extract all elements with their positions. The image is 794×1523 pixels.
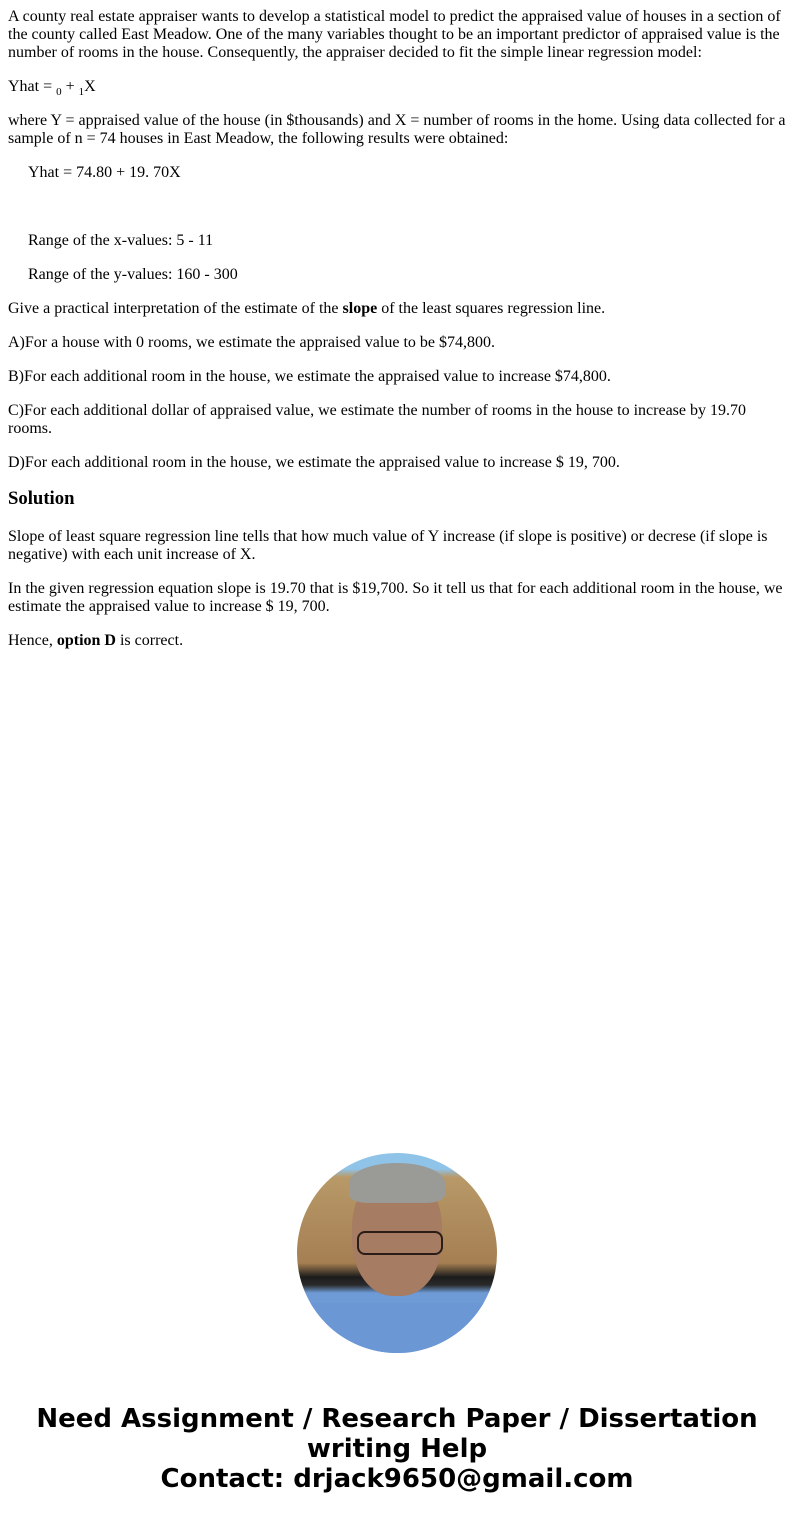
document-body bbox=[8, 8, 786, 666]
avatar-glasses bbox=[357, 1231, 443, 1255]
avatar-shirt bbox=[297, 1303, 497, 1353]
contact-banner bbox=[0, 1404, 794, 1494]
option-d: D)For each additional room in the house, we estimate the appraised value to increase $ 19, 700. bbox=[8, 454, 620, 471]
option-c: C)For each additional dollar of appraised value, we estimate the number of rooms in the house to increase by 19.70 rooms. bbox=[8, 402, 747, 437]
range-x: Range of the x-values: 5 - 11 bbox=[28, 232, 214, 249]
prompt-text: Give a practical interpretation of the estimate of the bbox=[8, 300, 343, 317]
fitted-equation: Yhat = 74.80 + 19. 70X bbox=[28, 164, 181, 181]
conclusion-text-end: is correct. bbox=[115, 632, 184, 649]
option-a: A)For a house with 0 rooms, we estimate the appraised value to be $74,800. bbox=[8, 334, 495, 351]
banner-line-2: writing Help bbox=[306, 1434, 488, 1464]
model-prefix: Yhat = bbox=[8, 78, 57, 95]
avatar-hair bbox=[349, 1163, 445, 1203]
spacer bbox=[8, 198, 786, 216]
question-prompt bbox=[8, 300, 786, 318]
solution-heading: Solution bbox=[8, 488, 75, 509]
solution-conclusion bbox=[8, 632, 786, 650]
beta1-subscript: 1 bbox=[78, 86, 85, 98]
model-suffix: X bbox=[84, 78, 96, 95]
prompt-bold: slope bbox=[342, 300, 378, 317]
model-equation bbox=[8, 78, 786, 96]
conclusion-bold: option D bbox=[56, 632, 116, 649]
banner-line-1: Need Assignment / Research Paper / Dissertation bbox=[36, 1404, 758, 1434]
banner-contact: Contact: drjack9650@gmail.com bbox=[160, 1464, 634, 1494]
author-avatar bbox=[297, 1153, 497, 1353]
solution-para-1: Slope of least square regression line tells that how much value of Y increase (if slope is positive) or decrese (if slope is negative) with each unit increase of X. bbox=[8, 528, 768, 563]
conclusion-text: Hence, bbox=[8, 632, 57, 649]
question-intro: A county real estate appraiser wants to develop a statistical model to predict the appraised value of houses in a section of the county called East Meadow. One of the many variables thought to be an important predictor of appraised value is the number of rooms in the house. Consequently, the appraiser decided to fit the simple linear regression model: bbox=[8, 8, 781, 61]
model-plus: + bbox=[61, 78, 79, 95]
range-y: Range of the y-values: 160 - 300 bbox=[28, 266, 238, 283]
prompt-text-end: of the least squares regression line. bbox=[377, 300, 606, 317]
option-b: B)For each additional room in the house, we estimate the appraised value to increase $74,800. bbox=[8, 368, 611, 385]
solution-para-2: In the given regression equation slope is 19.70 that is $19,700. So it tell us that for each additional room in the house, we estimate the appraised value to increase $ 19, 700. bbox=[8, 580, 783, 615]
beta0-subscript: 0 bbox=[56, 86, 62, 98]
variable-definitions: where Y = appraised value of the house (in $thousands) and X = number of rooms in the home. Using data collected for a sample of n = 74 houses in East Meadow, the following results were obtained: bbox=[8, 112, 786, 147]
